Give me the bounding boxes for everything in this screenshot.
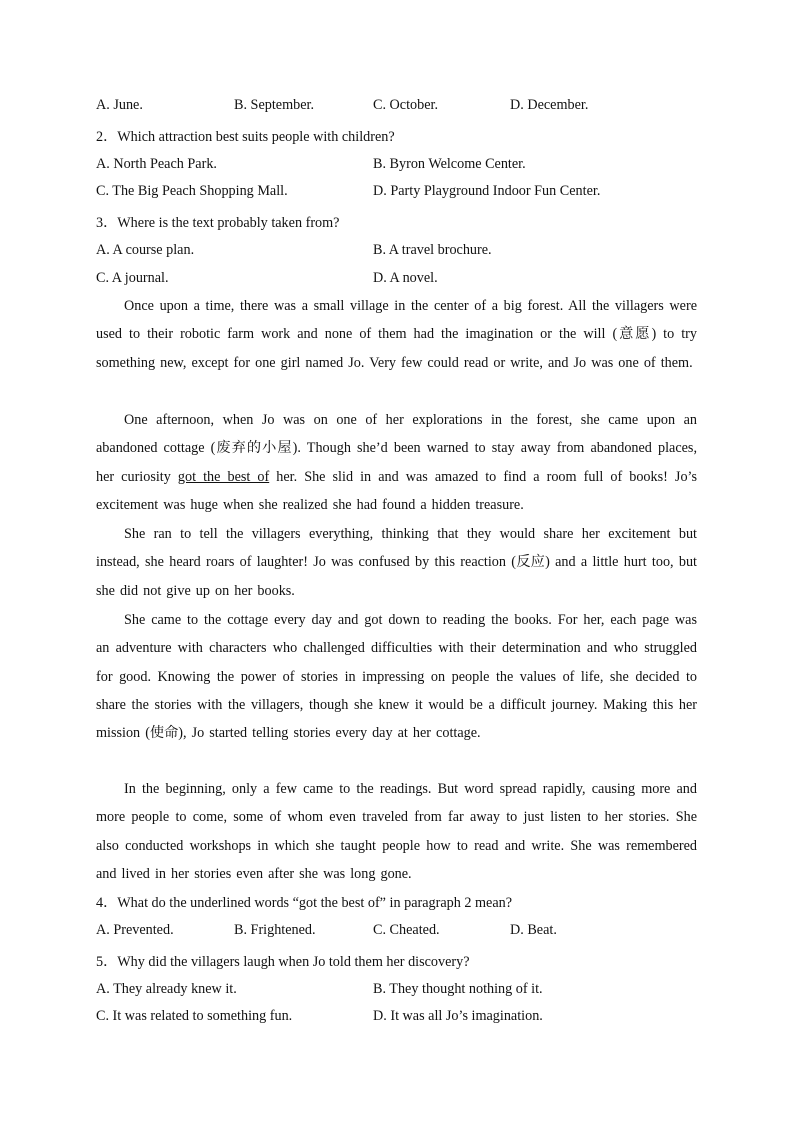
q4-option-d: D. Beat. (510, 922, 557, 938)
q2-option-c: C. The Big Peach Shopping Mall. (96, 183, 288, 199)
q2-option-d: D. Party Playground Indoor Fun Center. (373, 183, 601, 199)
passage-paragraph-3: She ran to tell the villagers everything, thinking that they would share her excitement but instead, she heard roars of laughter! Jo was confused by this reaction (反应) and a little hurt too, but she did not give up on her books. (96, 526, 697, 599)
q2-question: 2．Which attraction best suits people with children? (96, 129, 395, 145)
paragraph-2-text-after: her. She slid in and was amazed to find a room full of books! Jo’s excitement was huge when she realized she had found a hidden treasure. (96, 468, 697, 513)
q1-option-c: C. October. (373, 97, 439, 113)
passage-paragraph-4: She came to the cottage every day and got down to reading the books. For her, each page was an adventure with characters who challenged difficulties with their determination and who struggled for good. Knowing the power of stories in impressing on people the values of life, she decided to share the stories with the villagers, though she knew it would be a difficult journey. Making this her mission (使命), Jo started telling stories every day at her cottage. (96, 612, 697, 742)
q1-option-a: A. June. (96, 97, 143, 113)
q4-option-a: A. Prevented. (96, 922, 174, 938)
q4-question: 4．What do the underlined words “got the best of” in paragraph 2 mean? (96, 895, 513, 911)
q2-option-a: A. North Peach Park. (96, 156, 217, 172)
passage-paragraph-2 (96, 406, 697, 519)
q3-option-b: B. A travel brochure. (373, 242, 492, 258)
q5-option-a: A. They already knew it. (96, 981, 237, 997)
underlined-phrase: got the best of (177, 468, 270, 485)
q3-option-a: A. A course plan. (96, 242, 195, 258)
q2-option-b: B. Byron Welcome Center. (373, 156, 526, 172)
q5-question: 5．Why did the villagers laugh when Jo told them her discovery? (96, 954, 470, 970)
q4-option-b: B. Frightened. (234, 922, 316, 938)
q5-option-c: C. It was related to something fun. (96, 1008, 293, 1024)
q5-option-b: B. They thought nothing of it. (373, 981, 543, 997)
q5-option-d: D. It was all Jo’s imagination. (373, 1008, 543, 1024)
q1-option-d: D. December. (510, 97, 589, 113)
passage-paragraph-1: Once upon a time, there was a small village in the center of a big forest. All the villagers were used to their robotic farm work and none of them had the imagination or the will (意愿) to try something new, except for one girl named Jo. Very few could read or write, and Jo was one of them. (96, 298, 697, 371)
q3-option-d: D. A novel. (373, 270, 438, 286)
q3-option-c: C. A journal. (96, 270, 169, 286)
paragraph-2-text-before: One afternoon, when Jo was on one of her explorations in the forest, she came upon an abandoned cottage (废弃的小屋). Though she’d been warned to stay away from abandoned places, her curiosity (96, 412, 697, 485)
passage-paragraph-5: In the beginning, only a few came to the readings. But word spread rapidly, causing more and more people to come, some of whom even traveled from far away to just listen to her stories. She also conducted workshops in which she taught people how to read and write. She was remembered and lived in her stories even after she was long gone. (96, 781, 697, 882)
q1-option-b: B. September. (234, 97, 314, 113)
q3-question: 3．Where is the text probably taken from? (96, 215, 340, 231)
q4-option-c: C. Cheated. (373, 922, 440, 938)
